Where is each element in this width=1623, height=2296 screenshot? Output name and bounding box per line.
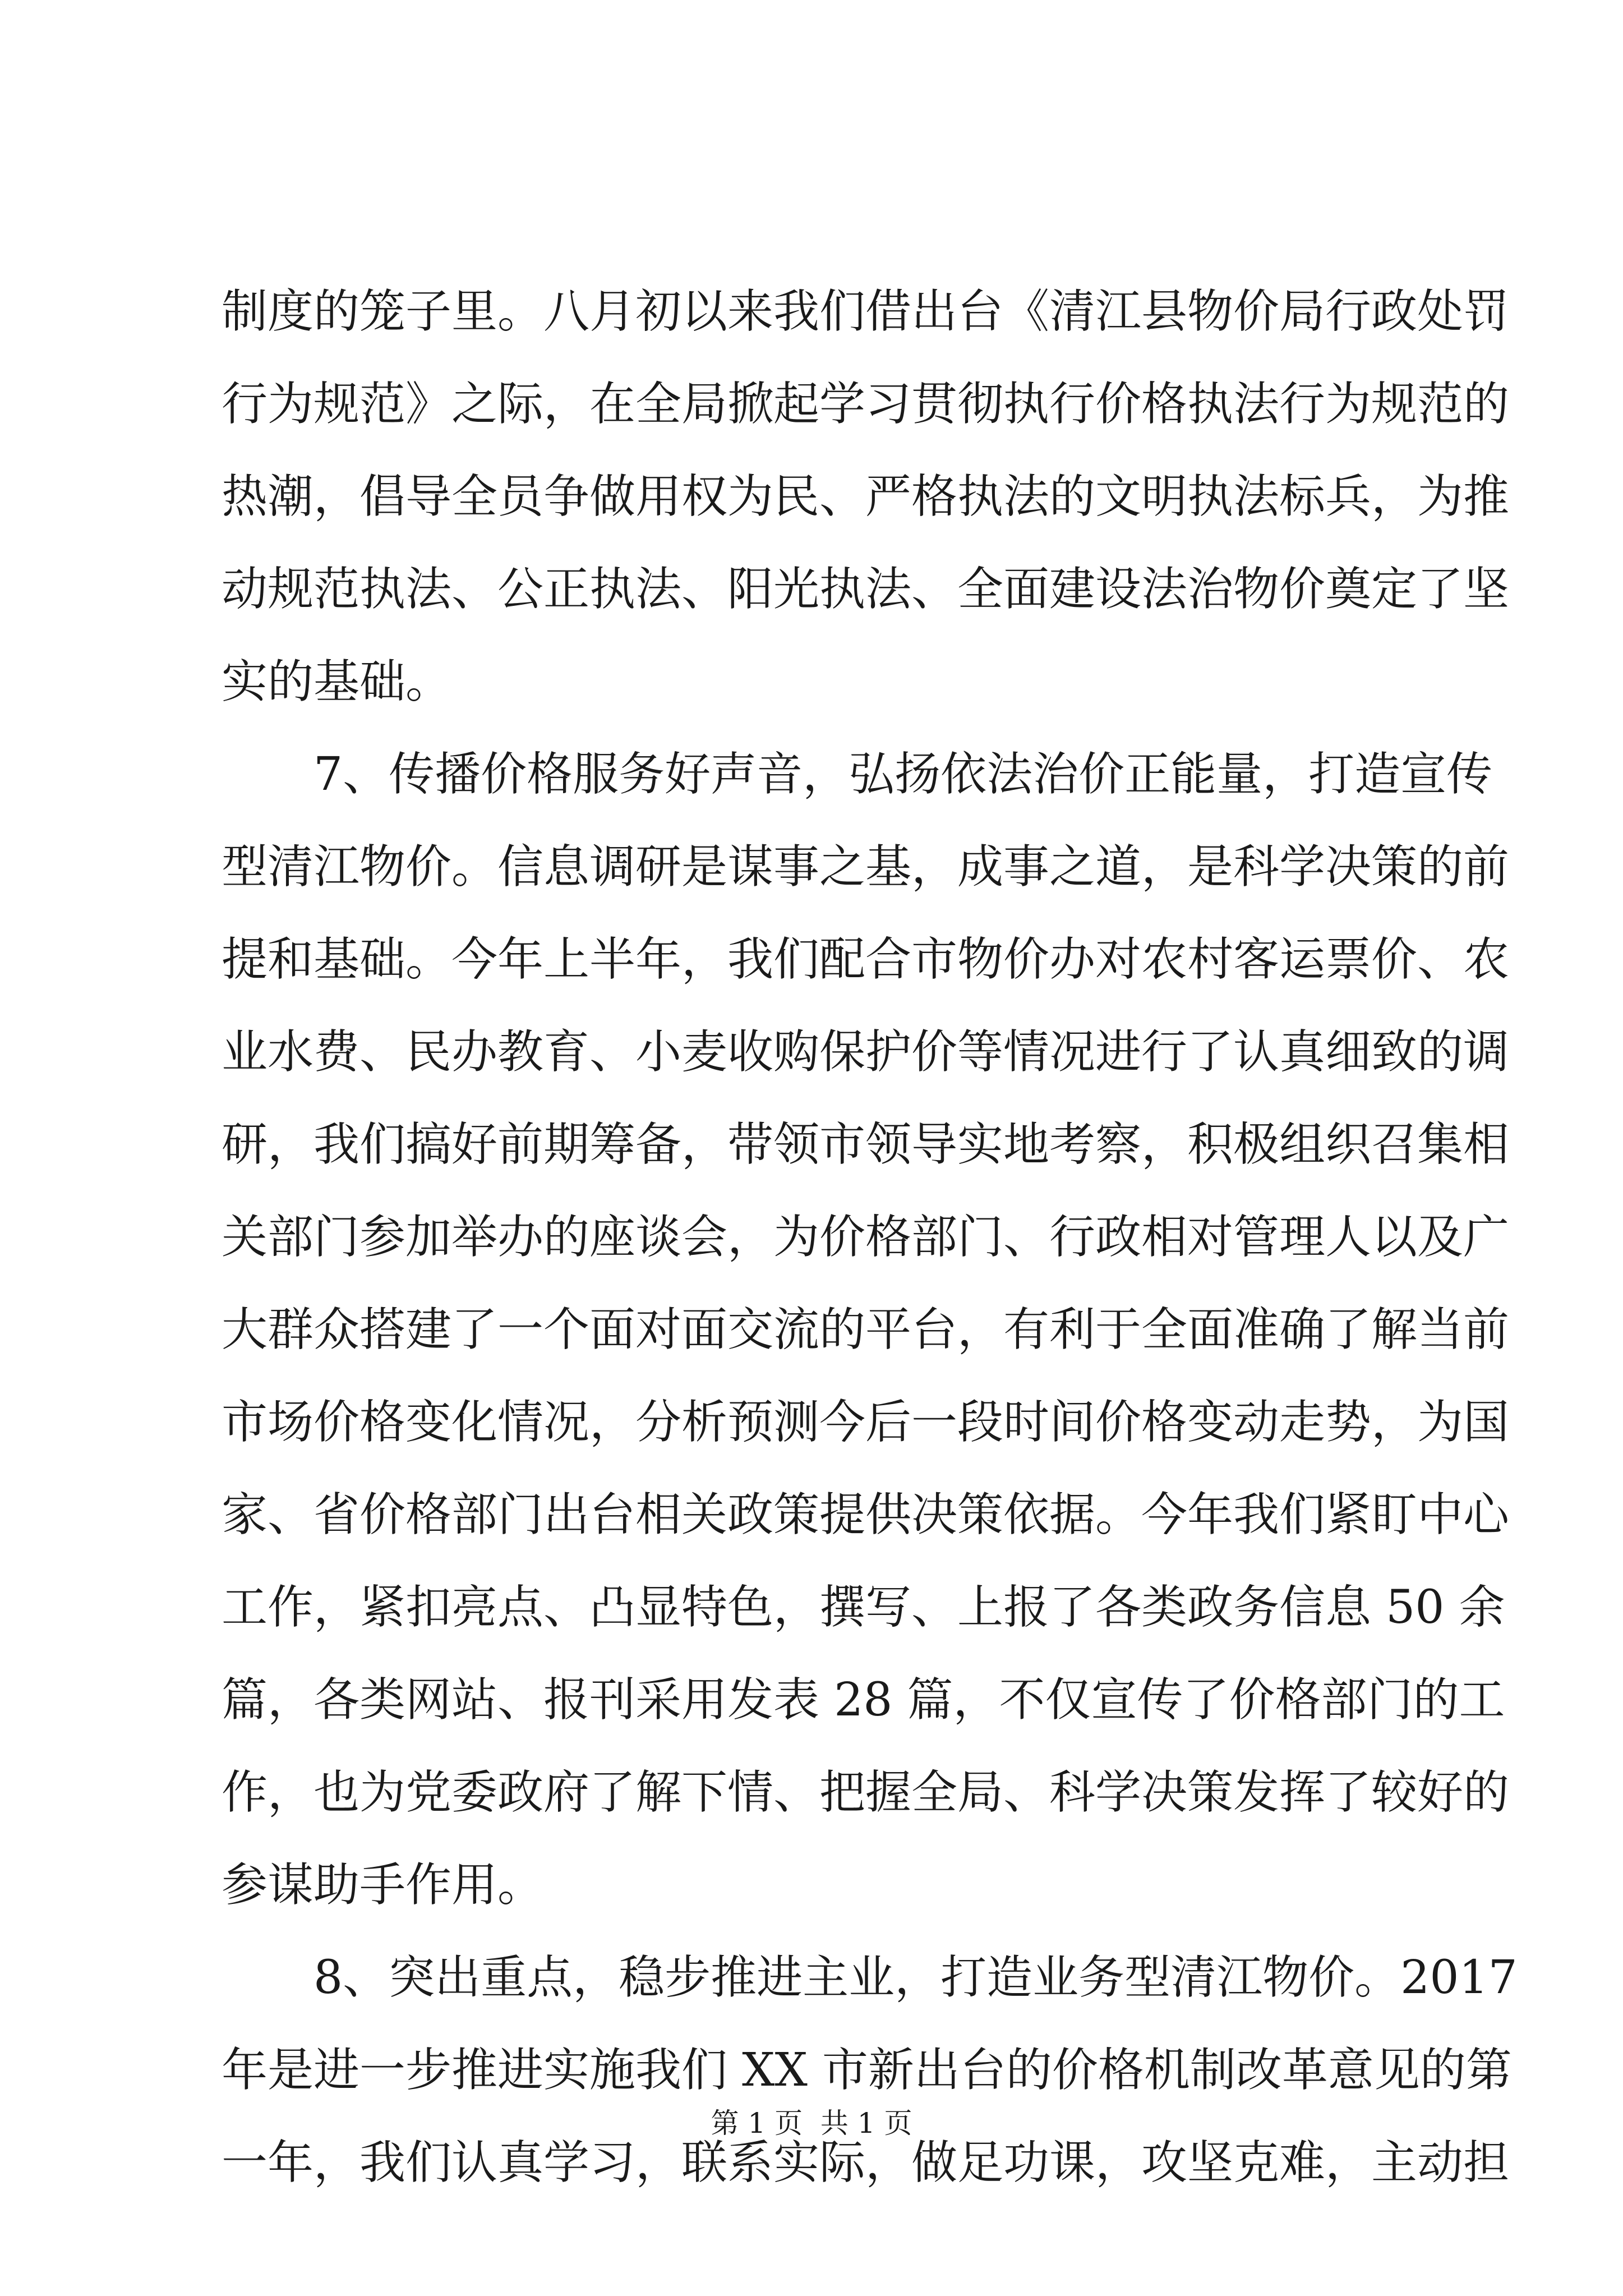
text-line: 实的基础。 bbox=[222, 655, 452, 708]
text-line: 研，我们搞好前期筹备，带领市领导实地考察，积极组织召集相 bbox=[222, 1118, 1510, 1171]
document-body bbox=[222, 265, 1518, 2209]
text-line: 参谋助手作用。 bbox=[222, 1858, 544, 1912]
text-line: 篇，各类网站、报刊采用发表 28 篇，不仅宣传了价格部门的工 bbox=[222, 1673, 1505, 1727]
text-line: 大群众搭建了一个面对面交流的平台，有利于全面准确了解当前 bbox=[222, 1303, 1510, 1356]
text-line: 关部门参加举办的座谈会，为价格部门、行政相对管理人以及广 bbox=[222, 1211, 1510, 1264]
text-line: 作，也为党委政府了解下情、把握全局、科学决策发挥了较好的 bbox=[222, 1766, 1510, 1819]
text-line: 市场价格变化情况，分析预测今后一段时间价格变动走势，为国 bbox=[222, 1396, 1510, 1449]
page-number-footer: 第 1 页 共 1 页 bbox=[711, 2107, 912, 2139]
paragraph bbox=[222, 1931, 1518, 2209]
text-line: 提和基础。今年上半年，我们配合市物价办对农村客运票价、农 bbox=[222, 933, 1510, 986]
text-line: 动规范执法、公正执法、阳光执法、全面建设法治物价奠定了坚 bbox=[222, 563, 1510, 616]
text-line: 7、传播价格服务好声音，弘扬依法治价正能量，打造宣传 bbox=[222, 748, 1493, 801]
paragraph bbox=[222, 728, 1510, 1931]
text-line: 行为规范》之际，在全局掀起学习贯彻执行价格执法行为规范的 bbox=[222, 378, 1510, 431]
paragraph bbox=[222, 265, 1510, 728]
text-line: 业水费、民办教育、小麦收购保护价等情况进行了认真细致的调 bbox=[222, 1025, 1510, 1079]
text-line: 工作，紧扣亮点、凸显特色，撰写、上报了各类政务信息 50 余 bbox=[222, 1581, 1505, 1634]
text-line: 一年，我们认真学习，联系实际，做足功课，攻坚克难，主动担 bbox=[222, 2136, 1510, 2189]
text-line: 制度的笼子里。八月初以来我们借出台《清江县物价局行政处罚 bbox=[222, 285, 1510, 338]
text-line: 8、突出重点，稳步推进主业，打造业务型清江物价。2017 bbox=[222, 1951, 1518, 2004]
text-line: 型清江物价。信息调研是谋事之基，成事之道，是科学决策的前 bbox=[222, 840, 1510, 894]
text-line: 热潮，倡导全员争做用权为民、严格执法的文明执法标兵，为推 bbox=[222, 470, 1510, 523]
text-line: 年是进一步推进实施我们 XX 市新出台的价格机制改革意见的第 bbox=[222, 2044, 1512, 2097]
text-line: 家、省价格部门出台相关政策提供决策依据。今年我们紧盯中心 bbox=[222, 1488, 1510, 1542]
